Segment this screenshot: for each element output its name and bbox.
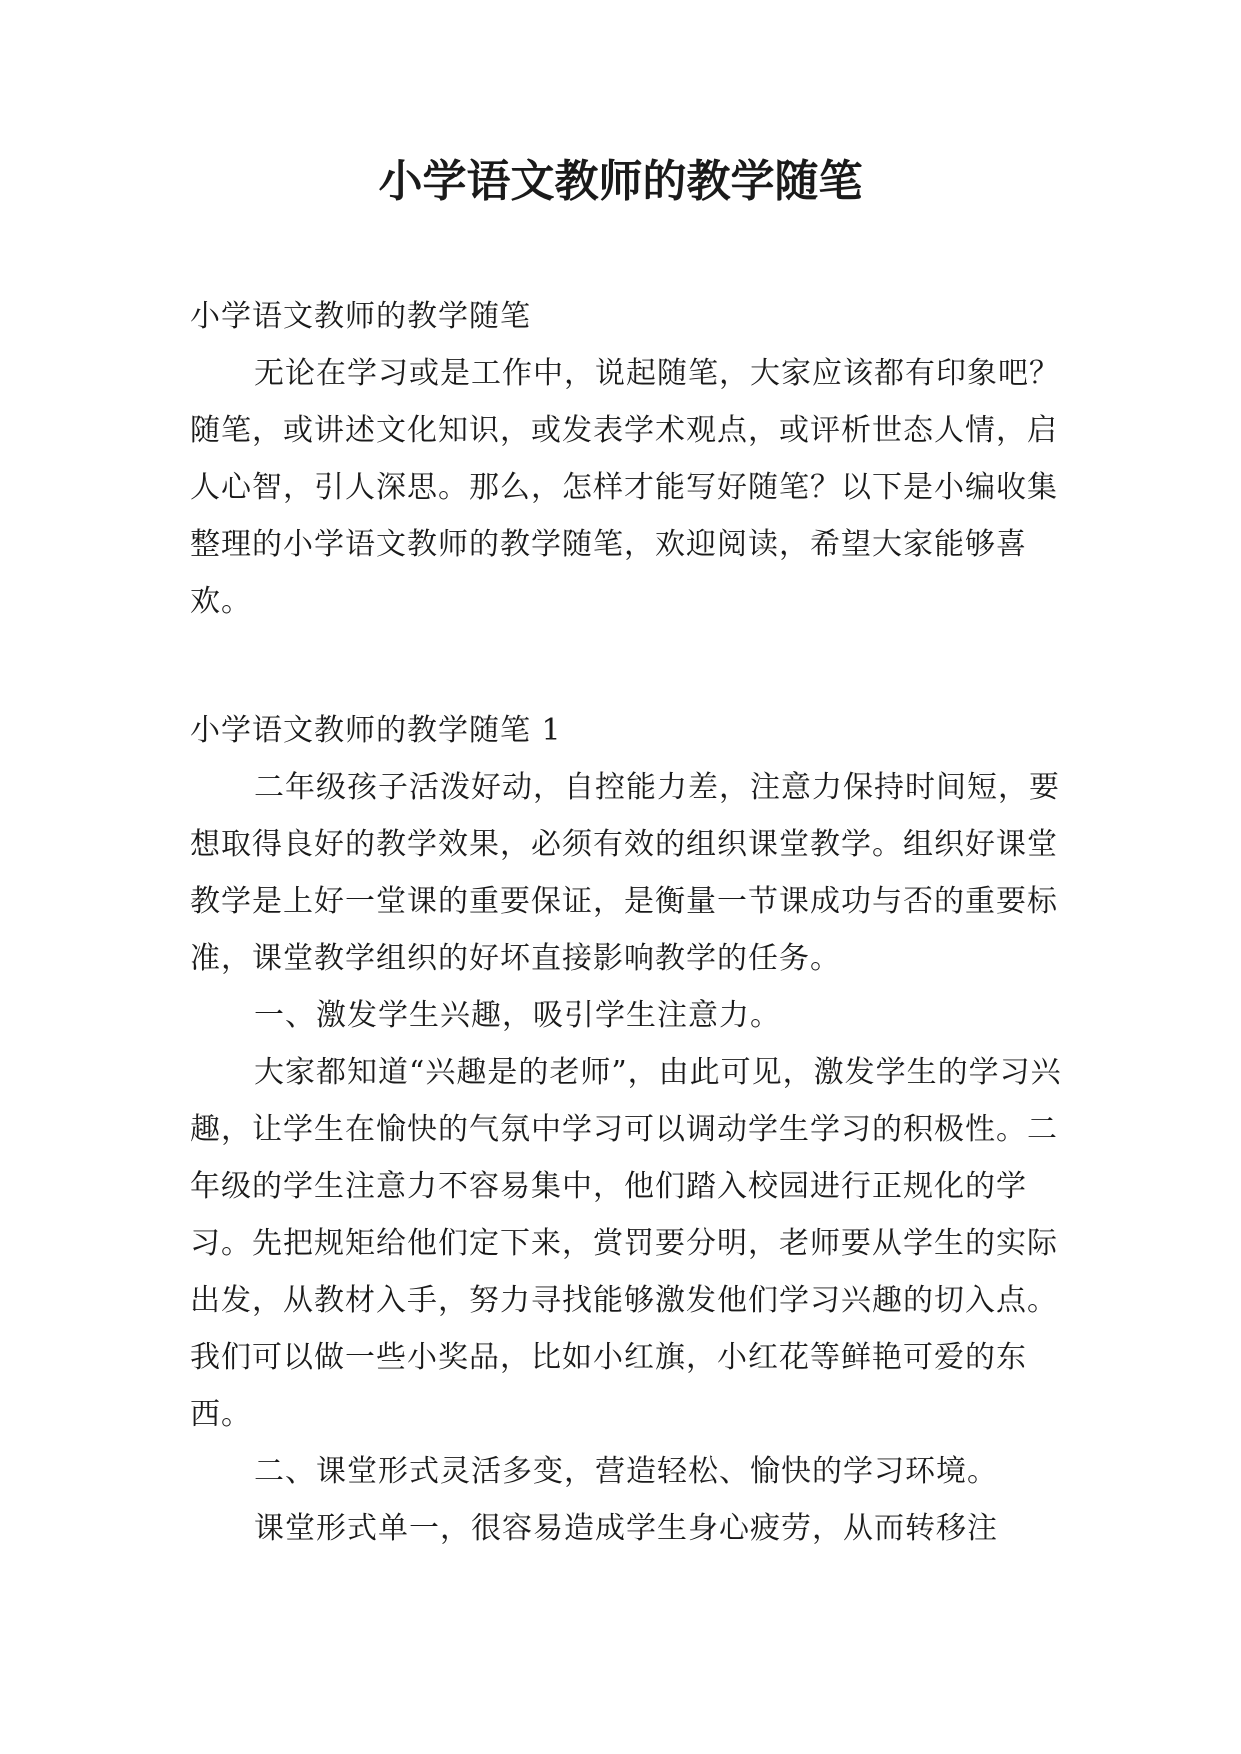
paragraph: 大家都知道“兴趣是的老师”，由此可见，激发学生的学习兴趣，让学生在愉快的气氛中学习可以调动学生学习的积极性。二年级的学生注意力不容易集中，他们踏入校园进行正规化的学习。先把规矩给他们定下来，赏罚要分明，老师要从学生的实际出发，从教材入手，努力寻找能够激发他们学习兴趣的切入点。我们可以做一些小奖品，比如小红旗，小红花等鲜艳可爱的东西。	[190, 1055, 1062, 1432]
section-spacer	[190, 630, 1070, 702]
paragraph: 无论在学习或是工作中，说起随笔，大家应该都有印象吧？随笔，或讲述文化知识，或发表学术观点，或评析世态人情，启人心智，引人深思。那么，怎样才能写好随笔？以下是小编收集整理的小学语文教师的教学随笔，欢迎阅读，希望大家能够喜欢。	[190, 356, 1060, 619]
document-title: 小学语文教师的教学随笔	[378, 156, 863, 207]
paragraph: 课堂形式单一，很容易造成学生身心疲劳，从而转移注	[254, 1511, 998, 1546]
paragraph: 二年级孩子活泼好动，自控能力差，注意力保持时间短，要想取得良好的教学效果，必须有效的组织课堂教学。组织好课堂教学是上好一堂课的重要保证，是衡量一节课成功与否的重要标准，课堂教学组织的好坏直接影响教学的任务。	[190, 770, 1060, 976]
paragraph: 一、激发学生兴趣，吸引学生注意力。	[254, 998, 781, 1033]
paragraph: 二、课堂形式灵活多变，营造轻松、愉快的学习环境。	[254, 1454, 998, 1489]
document-body	[190, 288, 1070, 1557]
section-heading: 小学语文教师的教学随笔 1	[190, 713, 562, 748]
section-heading: 小学语文教师的教学随笔	[190, 299, 531, 334]
